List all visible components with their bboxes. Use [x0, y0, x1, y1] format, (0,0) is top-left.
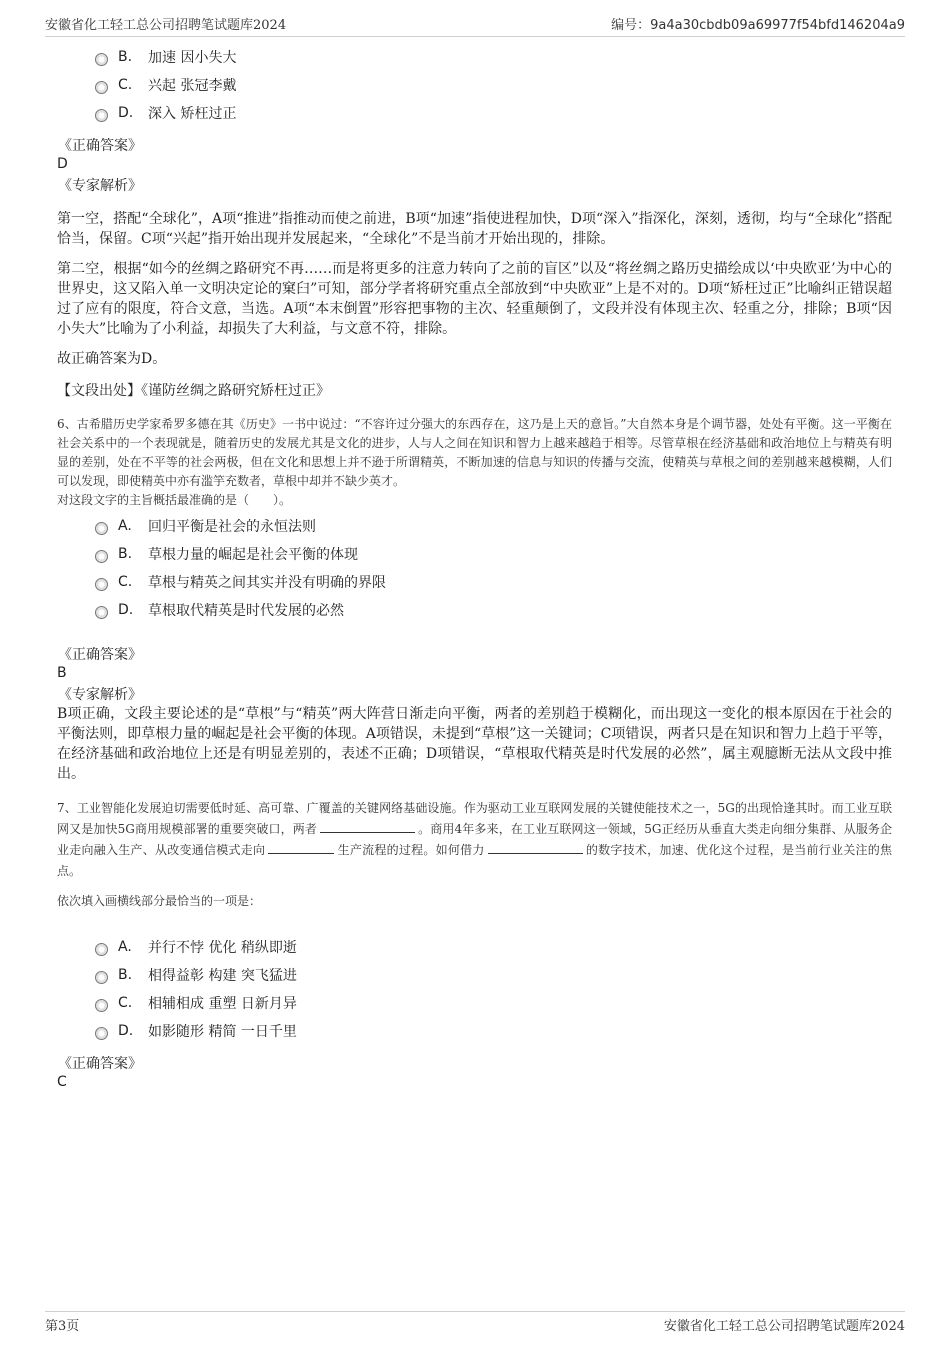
q6-analysis-label: 《专家解析》 [58, 687, 142, 703]
q7-blank-3 [488, 841, 583, 854]
radio-icon[interactable] [95, 578, 108, 591]
q7-option-a[interactable]: A. 并行不悖 优化 稍纵即逝 [95, 933, 892, 961]
q5-answer-label: 《正确答案》 [58, 138, 142, 154]
radio-icon[interactable] [95, 606, 108, 619]
q5-source: 【文段出处】《谨防丝绸之路研究矫枉过正》 [57, 383, 330, 399]
radio-icon[interactable] [95, 971, 108, 984]
header-title: 安徽省化工轻工总公司招聘笔试题库2024 [45, 18, 287, 33]
q5-answer: D [57, 156, 68, 172]
q7-answer: C [57, 1074, 67, 1090]
q5-analysis-label: 《专家解析》 [58, 178, 142, 194]
q5-option-c[interactable]: C. 兴起 张冠李戴 [95, 71, 892, 99]
q6-analysis: B项正确，文段主要论述的是“草根”与“精英”两大阵营日渐走向平衡，两者的差别趋于模糊化，而出现这一变化的根本原因在于社会的平衡法则，即草根力量的崛起是社会平衡的体现。A项错误，未提到“草根”这一关键词；C项错误，两者只是在知识和智力上趋于平等，在经济基础和政治地位上还是有明显差别的，表述不正确；D项错误，“草根取代精英是时代发展的必然”，属主观臆断无法从文段中推出。 [57, 706, 892, 782]
radio-icon[interactable] [95, 999, 108, 1012]
q7-option-d[interactable]: D. 如影随形 精简 一日千里 [95, 1017, 892, 1045]
q6-answer: B [57, 665, 67, 681]
radio-icon[interactable] [95, 53, 108, 66]
q7-blank-2 [268, 841, 334, 854]
q5-analysis-p1: 第一空，搭配“全球化”，A项“推进”指推动而使之前进，B项“加速”指使进程加快，D项“深入”指深化，深刻，透彻，均与“全球化”搭配恰当，保留。C项“兴起”指开始出现并发展起来，“全球化”不是当前才开始出现的，排除。 [57, 211, 892, 247]
page-footer [45, 1311, 905, 1335]
q5-option-d[interactable]: D. 深入 矫枉过正 [95, 99, 892, 127]
q7-options [95, 933, 892, 1045]
page-number: 第3页 [45, 1319, 80, 1334]
page-content [57, 43, 892, 1091]
q6-option-a[interactable]: A. 回归平衡是社会的永恒法则 [95, 512, 892, 540]
q7-stem: 7、工业智能化发展迫切需要低时延、高可靠、广覆盖的关键网络基础设施。作为驱动工业互联网发展的关键使能技术之一，5G的出现恰逢其时。而工业互联网又是加快5G商用规模部署的重要突破口，两者 。商用4年多来，在工业互联网这一领域，5G正经历从垂直大类走向细分集群、从服务企业走向融入生产、从改变通信模式走向 生产流程的过程。如何借力 的数字技术，加速、优化这个过程，是当前行业关注的焦点。 [57, 801, 892, 878]
q7-option-b[interactable]: B. 相得益彰 构建 突飞猛进 [95, 961, 892, 989]
q6-option-b[interactable]: B. 草根力量的崛起是社会平衡的体现 [95, 540, 892, 568]
q7-question: 依次填入画横线部分最恰当的一项是： [57, 894, 262, 908]
q6-option-c[interactable]: C. 草根与精英之间其实并没有明确的界限 [95, 568, 892, 596]
q6-answer-label: 《正确答案》 [58, 647, 142, 663]
q5-options [95, 43, 892, 127]
q6-options [95, 512, 892, 624]
header-doc-id: 编号：9a4a30cbdb09a69977f54bfd146204a9 [611, 18, 905, 33]
radio-icon[interactable] [95, 81, 108, 94]
q6-stem: 6、古希腊历史学家希罗多德在其《历史》一书中说过：“不容许过分强大的东西存在，这乃是上天的意旨。”大自然本身是个调节器，处处有平衡。这一平衡在社会关系中的一个表现就是，随着历史的发展尤其是文化的进步，人与人之间在知识和智力上越来越趋于相等。尽管草根在经济基础和政治地位上与精英有明显的差别，处在不平等的社会两极，但在文化和思想上并不逊于所谓精英，不断加速的信息与知识的传播与交流，使精英与草根之间的差别越来越模糊，人们可以发现，即使精英中亦有滥竽充数者，草根中却并不缺少英才。 [57, 417, 892, 488]
q7-answer-label: 《正确答案》 [58, 1056, 142, 1072]
page-header [45, 14, 905, 37]
q7-blank-1 [320, 820, 415, 833]
q7-option-c[interactable]: C. 相辅相成 重塑 日新月异 [95, 989, 892, 1017]
footer-title: 安徽省化工轻工总公司招聘笔试题库2024 [663, 1319, 905, 1334]
radio-icon[interactable] [95, 943, 108, 956]
q6-option-d[interactable]: D. 草根取代精英是时代发展的必然 [95, 596, 892, 624]
q5-analysis-p3: 故正确答案为D。 [57, 351, 167, 367]
q5-analysis-p2: 第二空，根据“如今的丝绸之路研究不再……而是将更多的注意力转向了之前的盲区”以及“将丝绸之路历史描绘成以‘中央欧亚’为中心的世界史，这又陷入单一文明决定论的窠臼”可知，部分学者将研究重点全部放到“中央欧亚”上是不对的。D项“矫枉过正”比喻纠正错误超过了应有的限度，符合文意，当选。A项“本末倒置”形容把事物的主次、轻重颠倒了，文段并没有体现主次、轻重之分，排除；B项“因小失大”比喻为了小利益，却损失了大利益，与文意不符，排除。 [57, 261, 892, 337]
q5-option-b[interactable]: B. 加速 因小失大 [95, 43, 892, 71]
radio-icon[interactable] [95, 109, 108, 122]
q6-question: 对这段文字的主旨概括最准确的是（ ）。 [57, 493, 292, 507]
radio-icon[interactable] [95, 550, 108, 563]
radio-icon[interactable] [95, 1027, 108, 1040]
radio-icon[interactable] [95, 522, 108, 535]
